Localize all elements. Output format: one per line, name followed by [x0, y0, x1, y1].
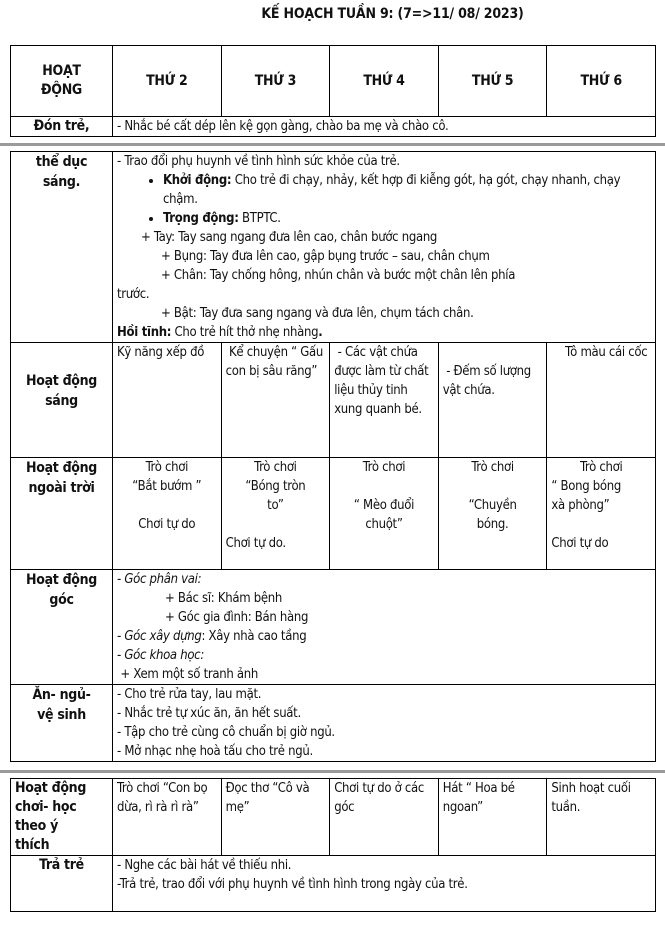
goc-content	[113, 570, 656, 685]
spacer	[334, 477, 434, 496]
day-cell	[113, 458, 222, 570]
row-label: Trả trẻ	[11, 856, 113, 912]
text-line: + Bụng: Tay đưa lên cao, gập bụng trước – sau, chân chụm	[161, 249, 490, 264]
bold-label: Khởi động:	[163, 173, 232, 188]
day-cell: - Đếm số lượng vật chứa.	[438, 343, 547, 458]
row-the-duc	[11, 152, 656, 343]
row-label	[11, 343, 113, 458]
day-cell: Tô màu cái cốc	[547, 343, 656, 458]
label-line: chơi- học	[15, 799, 77, 815]
label-line: sáng.	[42, 174, 81, 190]
text-line: Trò chơi	[145, 460, 189, 475]
bold-label: Trọng động:	[163, 211, 239, 226]
text-line: xà phòng”	[551, 498, 610, 513]
day-cell: Đọc thơ “Cô và mẹ”	[221, 779, 330, 856]
header-activity-line: ĐỘNG	[41, 82, 82, 98]
page-title: KẾ HOẠCH TUẦN 9: (7=>11/ 08/ 2023)	[261, 6, 524, 22]
text-line: - Nhắc trẻ tự xúc ăn, ăn hết suất.	[117, 706, 301, 721]
text-line: - Cho trẻ rửa tay, lau mặt.	[117, 687, 262, 702]
text-line: Chơi tự do	[551, 536, 609, 551]
spacer	[551, 515, 651, 534]
text-line: + Chân: Tay chống hông, nhún chân và bước một chân lên phía	[161, 268, 516, 283]
text-line: Trò chơi	[362, 460, 406, 475]
plan-table-header	[10, 45, 656, 137]
day-cell: - Các vật chứa được làm từ chất liệu thủy tinh xung quanh bé.	[330, 343, 439, 458]
text-line: -Trả trẻ, trao đổi với phụ huynh về tình hình trong ngày của trẻ.	[117, 877, 468, 892]
row-label	[11, 570, 113, 685]
tra-tre-content	[113, 856, 656, 912]
label-line: thích	[15, 837, 50, 853]
text-line: - Góc khoa học:	[117, 648, 204, 663]
header-activity-line: HOẠT	[42, 63, 81, 79]
plan-table-body	[10, 151, 656, 762]
header-day: THỨ 4	[330, 46, 439, 117]
page-break	[0, 143, 665, 146]
row-don-tre	[11, 117, 656, 137]
hoi-tinh-line	[117, 323, 651, 342]
day-cell	[221, 458, 330, 570]
day-cell	[547, 458, 656, 570]
text-line: - Trao đổi phụ huynh về tình hình sức khỏe của trẻ.	[117, 154, 400, 169]
text-line: chuột”	[365, 517, 403, 532]
row-label: Đón trẻ,	[11, 117, 113, 137]
day-cell	[330, 458, 439, 570]
text-line: - Mở nhạc nhẹ hoà tấu cho trẻ ngủ.	[117, 744, 313, 759]
header-activity	[11, 46, 113, 117]
plan-table-end	[10, 778, 656, 912]
day-cell: Chơi tự do ở các góc	[330, 779, 439, 856]
header-row	[11, 46, 656, 117]
text-line: “Chuyền	[468, 498, 517, 513]
label-line: sáng	[45, 393, 78, 409]
text-line: Trò chơi	[471, 460, 514, 475]
text: : Xây nhà cao tầng	[201, 629, 307, 644]
text-line: “Bắt bướm ”	[132, 479, 202, 494]
header-day: THỨ 6	[547, 46, 656, 117]
text-line: “ Bong bóng	[551, 479, 621, 494]
bullet-list	[117, 171, 651, 228]
text-line: - Góc phân vai:	[117, 572, 202, 587]
text: .	[318, 325, 323, 340]
text: BTPTC.	[238, 211, 281, 226]
label-line: Hoạt động	[25, 460, 98, 476]
label-line: thể dục	[35, 154, 88, 170]
text-line: Trò chơi	[254, 460, 297, 475]
row-label	[11, 152, 113, 343]
text-line: + Xem một số tranh ảnh	[117, 667, 258, 682]
row-label	[11, 458, 113, 570]
label-line: góc	[49, 592, 74, 608]
text-line: + Góc gia đình: Bán hàng	[165, 610, 309, 625]
text-line: trước.	[117, 287, 150, 302]
text: Cho trẻ đi chạy, nhảy, kết hợp đi kiễng gót, hạ gót, chạy nhanh, chạy chậm.	[163, 173, 621, 207]
day-cell: Kể chuyện “ Gấu con bị sâu răng”	[221, 343, 330, 458]
label-line: theo ý	[15, 818, 58, 834]
bullet-trong-dong	[163, 209, 651, 228]
label-line: vệ sinh	[37, 707, 86, 723]
text-line: - Tập cho trẻ cùng cô chuẩn bị giờ ngủ.	[117, 725, 335, 740]
text-line	[117, 627, 651, 646]
text-line: + Bác sĩ: Khám bệnh	[165, 591, 282, 606]
an-ngu-content	[113, 685, 656, 762]
header-day: THỨ 3	[221, 46, 330, 117]
header-day: THỨ 5	[438, 46, 547, 117]
row-goc	[11, 570, 656, 685]
row-hd-sang	[11, 343, 656, 458]
text-line: Chơi tự do.	[225, 536, 286, 551]
bold-label: Hồi tĩnh:	[117, 325, 172, 340]
spacer	[117, 496, 217, 515]
text-line: - Nghe các bài hát về thiếu nhi.	[117, 858, 292, 873]
row-label	[11, 779, 113, 856]
the-duc-content	[113, 152, 656, 343]
text-line: “ Mèo đuổi	[353, 498, 415, 513]
header-day: THỨ 2	[113, 46, 222, 117]
row-label	[11, 685, 113, 762]
label-line: ngoài trời	[28, 480, 95, 496]
day-cell: Trò chơi “Con bọ dừa, rì rà rì rà”	[113, 779, 222, 856]
page-break	[0, 770, 665, 773]
text-line: bóng.	[476, 517, 509, 532]
text-line: Chơi tự do	[138, 517, 196, 532]
spacer	[226, 515, 326, 534]
text-line: “Bóng tròn	[245, 479, 306, 494]
day-cell	[438, 458, 547, 570]
row-choi-hoc	[11, 779, 656, 856]
label-line: Hoạt động	[15, 780, 87, 796]
text: Cho trẻ hít thở nhẹ nhàng	[171, 325, 319, 340]
label-line: Ăn- ngủ-	[32, 687, 91, 703]
day-cell: Hát “ Hoa bé ngoan”	[438, 779, 547, 856]
label-line: Hoạt động	[25, 572, 98, 588]
spacer	[443, 477, 543, 496]
row-an-ngu	[11, 685, 656, 762]
don-tre-text: - Nhắc bé cất dép lên kệ gọn gàng, chào ba mẹ và chào cô.	[113, 117, 656, 137]
row-tra-tre	[11, 856, 656, 912]
label-line: Hoạt động	[25, 373, 98, 389]
text-line: to”	[267, 498, 284, 513]
italic-label: - Góc xây dựng	[117, 629, 202, 644]
text-line: + Tay: Tay sang ngang đưa lên cao, chân bước ngang	[141, 230, 438, 245]
day-cell: Kỹ năng xếp đồ	[113, 343, 222, 458]
row-ngoai-troi	[11, 458, 656, 570]
text-line: + Bật: Tay đưa sang ngang và đưa lên, chụm tách chân.	[161, 306, 474, 321]
text-line: Trò chơi	[579, 460, 623, 475]
bullet-khoi-dong	[163, 171, 651, 209]
day-cell: Sinh hoạt cuối tuần.	[547, 779, 656, 856]
